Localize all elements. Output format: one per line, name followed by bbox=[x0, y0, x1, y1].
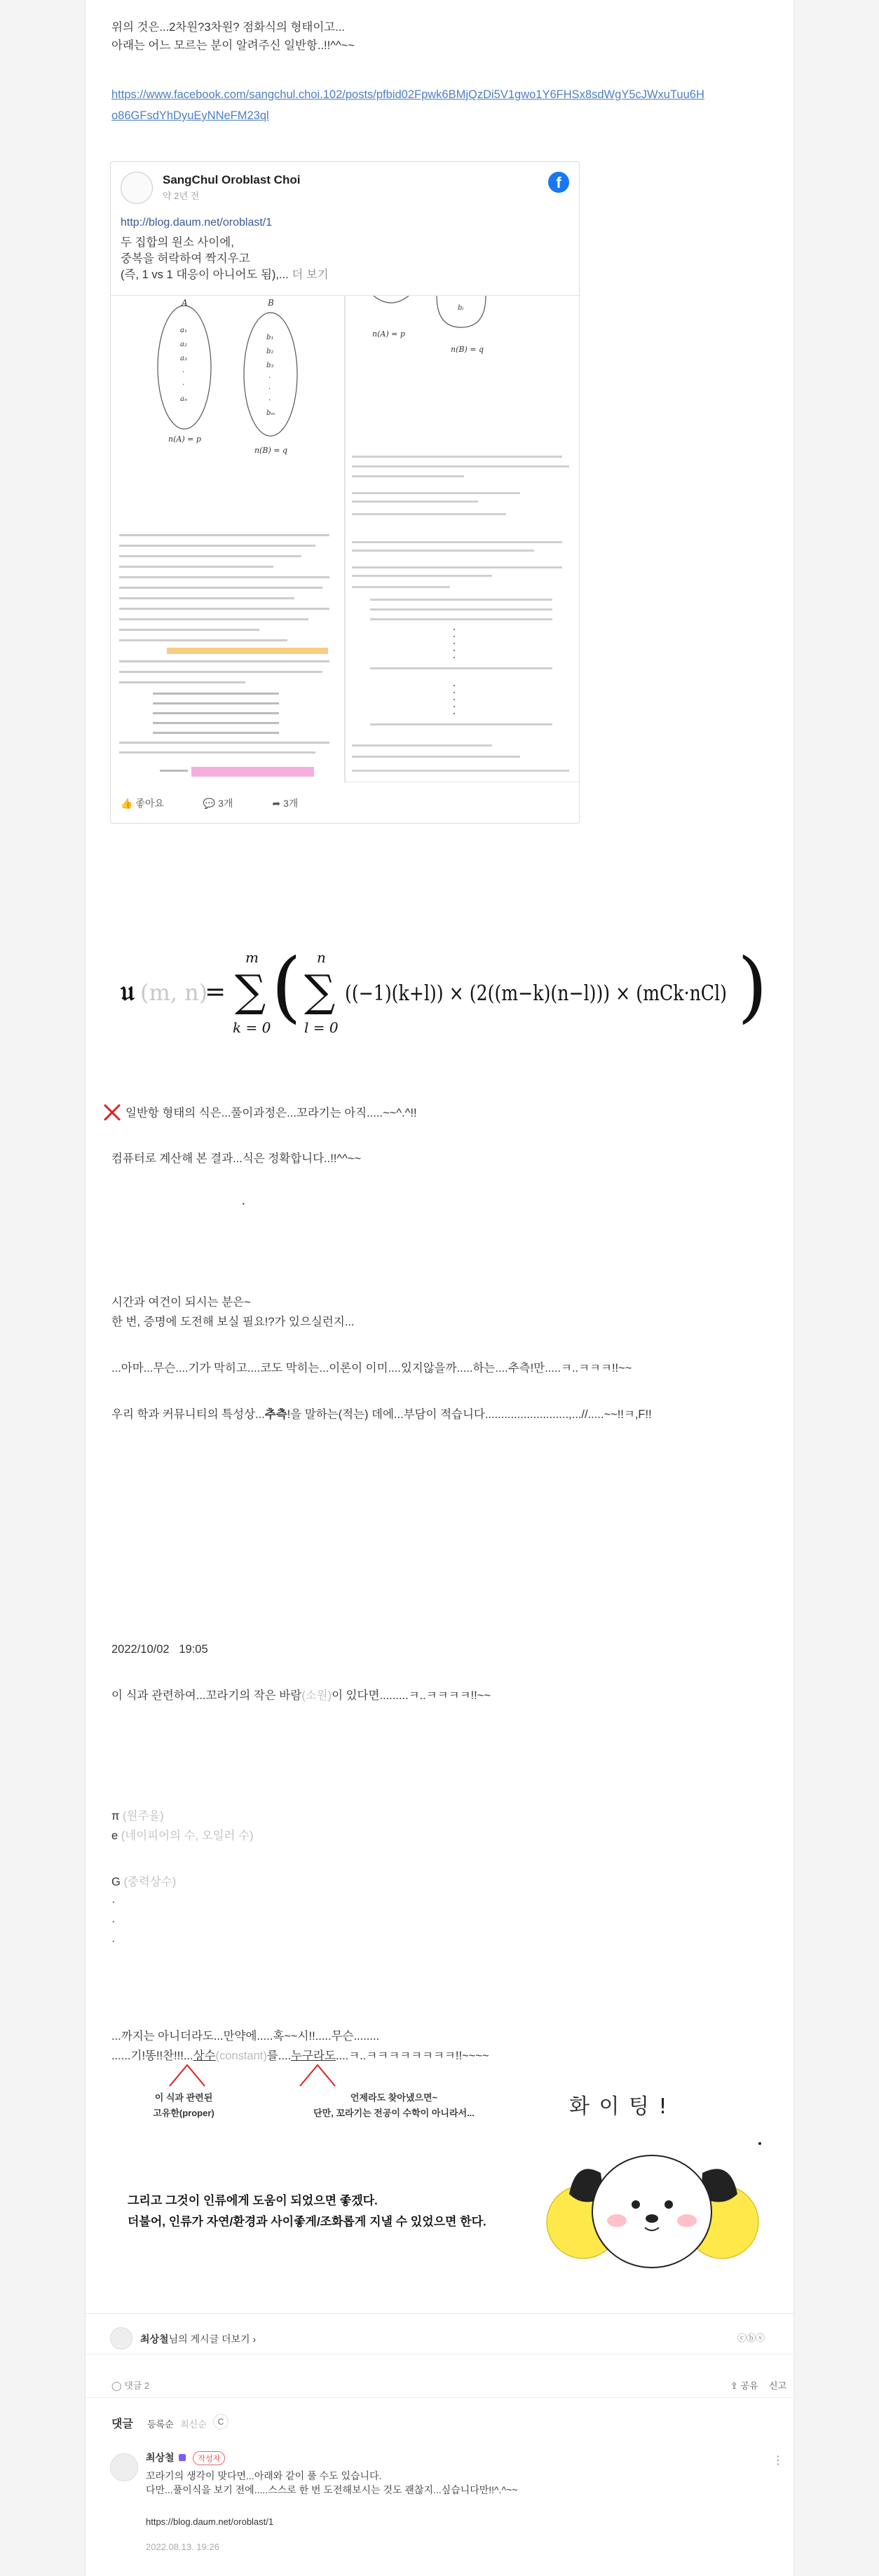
fb-body-text bbox=[121, 235, 329, 283]
fb-attached-image[interactable] bbox=[111, 295, 579, 782]
fb-body-line-3: (즉, 1 vs 1 대응이 아니어도 됨),... bbox=[121, 268, 289, 281]
sort-registered[interactable]: 등록순 bbox=[147, 2419, 174, 2430]
license-icons[interactable]: ⓒⓑⓢ bbox=[737, 2333, 765, 2343]
general-term-formula bbox=[121, 943, 765, 1054]
comment-more-icon[interactable]: ⋮ bbox=[772, 2455, 784, 2467]
constant-pi: π (원주율) bbox=[111, 1810, 164, 1822]
comment-bubble-icon: ◯ bbox=[111, 2380, 122, 2391]
level-icon bbox=[179, 2454, 186, 2461]
sort-newest[interactable]: 최신순 bbox=[180, 2419, 207, 2430]
facebook-post-link-line-2[interactable]: o86GFsdYhDyuEyNNeFM23ql bbox=[111, 109, 269, 122]
commenter-avatar[interactable] bbox=[110, 2453, 138, 2481]
fb-body-url[interactable]: http://blog.daum.net/oroblast/1 bbox=[121, 217, 273, 229]
facebook-embed-card[interactable] bbox=[110, 161, 580, 824]
formula-body: ((−1)(k+l)) × (2((m−k)(n−l))) × (mCk·nCl) bbox=[345, 981, 727, 1006]
svg-text:n(A) = p: n(A) = p bbox=[168, 435, 201, 444]
svg-text:k = 0: k = 0 bbox=[233, 1019, 271, 1036]
svg-text:·: · bbox=[268, 397, 271, 404]
svg-text:·: · bbox=[182, 369, 185, 376]
text-line-a: 일반항 형태의 식은...풀이과정은...꼬라기는 아직.....~~^.^!! bbox=[125, 1107, 417, 1119]
svg-text:b₃: b₃ bbox=[266, 362, 274, 369]
comment-body: 꼬라기의 생각이 맞다면...아래와 같이 풀 수도 있습니다. 다만...풀이식을 보기 전에.....스스로 한 번 도전해보시는 것도 괜찮지...싶습니다만!!^.^~~ bbox=[146, 2470, 518, 2495]
author-more-posts-link[interactable]: 최상철님의 게시글 더보기 › bbox=[140, 2333, 257, 2345]
set-a-label: A bbox=[182, 298, 188, 308]
fb-post-time: 약 2년 전 bbox=[163, 191, 200, 201]
text-line-c: 시간과 여건이 되시는 분은~ bbox=[111, 1296, 251, 1309]
red-x-icon bbox=[103, 1103, 121, 1122]
constant-g: G (중력상수) bbox=[111, 1876, 177, 1888]
text-line-d: 한 번, 증명에 도전해 보실 필요!?가 있으실런지... bbox=[111, 1316, 355, 1328]
dot-3: · bbox=[111, 1935, 116, 1947]
svg-text:aₙ: aₙ bbox=[180, 395, 188, 403]
text-line-h: ...까지는 아니더라도...만약에.....혹~~시!!.....무슨........ bbox=[111, 2030, 380, 2043]
dot-1: · bbox=[111, 1895, 116, 1908]
fb-avatar bbox=[121, 172, 153, 204]
intro-line-1: 위의 것은...2차원?3차원? 점화식의 형태이고... bbox=[111, 21, 345, 34]
svg-text:b₂: b₂ bbox=[266, 348, 274, 355]
fb-like-button[interactable]: 👍 좋아요 bbox=[121, 798, 164, 809]
comments-title: 댓글 bbox=[111, 2418, 133, 2430]
svg-text:): ) bbox=[737, 943, 765, 1031]
comment-link[interactable]: https://blog.daum.net/oroblast/1 bbox=[146, 2516, 274, 2527]
post-datetime: 2022/10/02 19:05 bbox=[111, 1643, 208, 1656]
text-line-i: ......기!똥!!찬!!!...상수(constant)를....누구라도....ㅋ..ㅋㅋㅋㅋㅋㅋㅋㅋ!!~~~~ bbox=[111, 2050, 489, 2062]
svg-text:a₁: a₁ bbox=[180, 327, 187, 334]
svg-text:a₃: a₃ bbox=[180, 355, 187, 362]
comments-divider bbox=[86, 2397, 793, 2398]
fb-action-bar bbox=[121, 796, 334, 810]
fb-image-svg bbox=[111, 296, 579, 783]
fb-comments-button[interactable]: 💬 3개 bbox=[203, 798, 233, 809]
fb-more-link[interactable]: 더 보기 bbox=[292, 268, 329, 281]
annotation-2: 언제라도 찾아냈으면~ 단만, 꼬라기는 전공이 수학이 아니라서... bbox=[313, 2092, 475, 2118]
share-icon: ⇪ bbox=[730, 2380, 738, 2391]
svg-text:(m, n): (m, n) bbox=[140, 979, 208, 1006]
post-page bbox=[85, 0, 794, 2576]
intro-line-2: 아래는 어느 모르는 분이 알려주신 일반항..!!^^~~ bbox=[111, 39, 355, 52]
facebook-post-link[interactable] bbox=[111, 84, 704, 126]
share-button[interactable]: ⇪ 공유 bbox=[730, 2380, 758, 2391]
svg-text:·: · bbox=[182, 381, 185, 389]
svg-text:∑: ∑ bbox=[235, 965, 266, 1016]
formula-svg bbox=[121, 943, 765, 1048]
dot-mark: · bbox=[241, 1196, 246, 1211]
author-avatar[interactable] bbox=[110, 2327, 132, 2350]
svg-text:n(B) = q: n(B) = q bbox=[451, 345, 484, 354]
comment-date: 2022.08.13. 19:26 bbox=[146, 2542, 219, 2552]
fighting-text: 화 이 팅 ! bbox=[569, 2094, 669, 2119]
svg-text:·: · bbox=[268, 374, 271, 382]
report-button[interactable]: 신고 bbox=[769, 2380, 787, 2391]
svg-text:∑: ∑ bbox=[304, 965, 336, 1016]
text-line-g: 이 식과 관련하여...꼬라기의 작은 바람(소원)이 있다면.........ㅋ..ㅋㅋㅋㅋ!!~~ bbox=[111, 1689, 491, 1702]
facebook-logo-icon[interactable]: f bbox=[548, 172, 569, 193]
constant-e: e (네이피어의 수, 오일러 수) bbox=[111, 1829, 254, 1842]
svg-text:a₂: a₂ bbox=[180, 341, 187, 348]
text-line-b: 컴퓨터로 계산해 본 결과...식은 정확합니다..!!^^~~ bbox=[111, 1152, 362, 1165]
svg-text:m: m bbox=[245, 949, 259, 966]
svg-text:n(A) = p: n(A) = p bbox=[372, 329, 405, 339]
commenter-name[interactable]: 최상철 bbox=[146, 2452, 175, 2463]
set-b-label: B bbox=[268, 298, 274, 308]
text-line-f: 우리 학과 커뮤니티의 특성상...추측!을 말하는(적는) 데에...부담이 적습니다..........................,...//.....~~!!ㅋ,F!! bbox=[111, 1408, 652, 1421]
svg-text:𝔲: 𝔲 bbox=[121, 974, 135, 1007]
refresh-icon[interactable]: C bbox=[213, 2414, 229, 2430]
comment-count[interactable]: ◯ 댓글 2 bbox=[111, 2380, 150, 2391]
svg-text:l = 0: l = 0 bbox=[304, 1019, 339, 1036]
svg-text:n(B) = q: n(B) = q bbox=[254, 446, 288, 455]
author-badge: 작성자 bbox=[193, 2451, 225, 2465]
closing-message: 그리고 그것이 인류에게 도움이 되었으면 좋겠다. 더불어, 인류가 자연/환경과 사이좋게/조화롭게 지낼 수 있었으면 한다. bbox=[128, 2194, 486, 2228]
right-text-block bbox=[352, 456, 569, 772]
footer-divider bbox=[86, 2313, 793, 2314]
fb-body-line-1: 두 집합의 원소 사이에, bbox=[121, 236, 234, 249]
facebook-post-link-line-1[interactable]: https://www.facebook.com/sangchul.choi.102/posts/pfbid02Fpwk6BMjQzDi5V1gwo1Y6FHSx8sdWgY5cJWxuTuu6H bbox=[111, 88, 704, 101]
svg-text:bᵢ: bᵢ bbox=[458, 304, 464, 312]
svg-text:bₘ: bₘ bbox=[266, 409, 275, 417]
fb-author-name[interactable]: SangChul Oroblast Choi bbox=[163, 173, 301, 186]
annotation-1: 이 식과 관련된 고유한(proper) bbox=[153, 2092, 214, 2118]
fb-shares-button[interactable]: ➦ 3개 bbox=[272, 798, 299, 809]
annotation-carets bbox=[163, 2059, 373, 2087]
svg-text:b₁: b₁ bbox=[266, 334, 274, 341]
svg-text:n: n bbox=[317, 949, 326, 966]
svg-text:(: ( bbox=[271, 943, 301, 1031]
svg-text:=: = bbox=[205, 978, 226, 1007]
text-line-e: ...아마...무슨....기가 막히고....코도 막히는...이론이 이미....있지않을까.....하는....추측!만.....ㅋ..ㅋㅋㅋ!!~~ bbox=[111, 1362, 632, 1375]
svg-text:·: · bbox=[268, 386, 271, 393]
dot-2: · bbox=[111, 1915, 116, 1928]
chevron-right-icon: › bbox=[252, 2333, 257, 2345]
fb-body-line-2: 중복을 허락하여 짝지우고 bbox=[121, 252, 250, 265]
commenter-info bbox=[146, 2451, 225, 2465]
puppy-illustration bbox=[534, 2131, 765, 2292]
